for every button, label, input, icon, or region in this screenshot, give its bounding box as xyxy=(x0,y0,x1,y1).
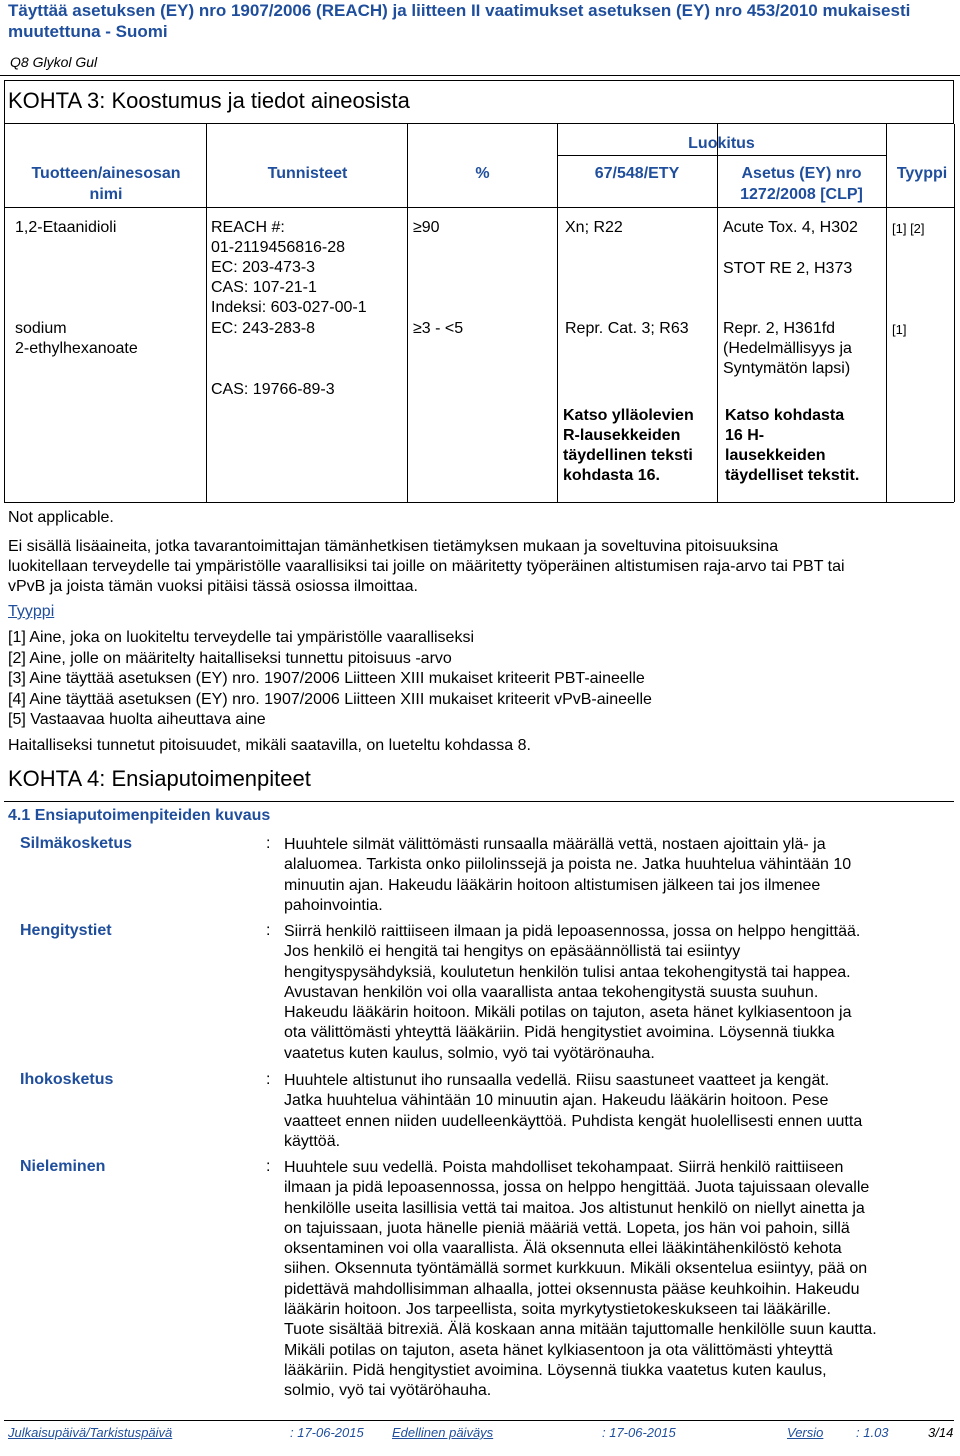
type-legend-item: [3] Aine täyttää asetuksen (EY) nro. 1907/2006 Liitteen XIII mukaiset kriteerit PBT-aineelle xyxy=(8,670,645,687)
first-aid-label-ingestion: Nieleminen xyxy=(20,1158,106,1175)
substance-identifiers: CAS: 19766-89-3 xyxy=(211,381,335,398)
type-legend xyxy=(8,628,958,731)
first-aid-label-inhalation: Hengitystiet xyxy=(20,922,112,939)
column-header-type: Tyyppi xyxy=(896,165,948,182)
type-legend-item: [5] Vastaavaa huolta aiheuttava aine xyxy=(8,711,266,728)
product-name: Q8 Glykol Gul xyxy=(10,54,98,70)
document-title-line-2: muutettuna - Suomi xyxy=(8,22,168,41)
footer-version-label: Versio xyxy=(787,1425,824,1440)
type-legend-item: [2] Aine, jolle on määritelty haitalliseksi tunnettu pitoisuus -arvo xyxy=(8,649,452,667)
column-header-name: Tuotteen/ainesosan nimi xyxy=(31,165,181,203)
first-aid-label-skin: Ihokosketus xyxy=(20,1071,114,1088)
footer-divider xyxy=(4,1420,954,1421)
additional-ingredients-paragraph: Ei sisällä lisäaineita, jotka tavarantoimittajan tämänhetkisen tietämyksen mukaan ja soveltuvina pitoisuuksina luokitellaan terveydelle tai ympäristölle vaarallisiksi tai joille on määritetty työperäinen altistumisen raja-arvo tai PBT tai vPvB ja joista tämän vuoksi pitäisi tässä osiossa ilmoittaa. xyxy=(8,538,845,595)
substance-percent: ≥3 - <5 xyxy=(413,320,464,337)
footer-publication-label: Julkaisupäivä/Tarkistuspäivä xyxy=(8,1425,173,1440)
substance-type: [1] [2] xyxy=(892,221,925,236)
column-header-classification: Luokitus xyxy=(688,135,755,152)
first-aid-text-skin: Huuhtele altistunut iho runsaalla vedellä. Riisu saastuneet vaatteet ja kengät. Jatka huuhtelua vähintään 10 minuutin ajan. Hakeudu lääkärin hoitoon. Pese vaatteet ennen niiden uudelleenkäyttöä. Puhdista kengät huolellisesti ennen uutta käyttöä. xyxy=(284,1072,863,1150)
column-header-clp: Asetus (EY) nro 1272/2008 [CLP] xyxy=(740,165,863,203)
footer-previous-date: : 17-06-2015 xyxy=(602,1425,676,1440)
footer-page-number: 3/14 xyxy=(928,1425,954,1440)
substance-percent: ≥90 xyxy=(413,219,440,236)
substance-clp-class: Repr. 2, H361fd (Hedelmällisyys ja Syntymätön lapsi) xyxy=(723,320,852,377)
substance-name: sodium 2-ethylhexanoate xyxy=(15,320,138,357)
classification-divider xyxy=(557,155,886,156)
substance-name: 1,2-Etaanidioli xyxy=(15,219,117,236)
column-header-percent: % xyxy=(475,165,490,182)
type-legend-item: [1] Aine, joka on luokiteltu terveydelle tai ympäristölle vaaralliseksi xyxy=(8,629,475,646)
footer-version-value: : 1.03 xyxy=(856,1425,889,1440)
colon: : xyxy=(266,1158,271,1175)
eec-note: Katso ylläolevien R-lausekkeiden täydellinen teksti kohdasta 16. xyxy=(563,407,694,484)
table-border-left xyxy=(4,124,5,502)
document-title-line-1: Täyttää asetuksen (EY) nro 1907/2006 (REACH) ja liitteen II vaatimukset asetuksen (EY) nro 453/2010 mukaisesti xyxy=(8,1,911,20)
colon: : xyxy=(266,922,271,939)
column-header-eec: 67/548/ETY xyxy=(594,165,680,182)
table-divider xyxy=(206,124,207,502)
clp-note: Katso kohdasta 16 H- lausekkeiden täydelliset tekstit. xyxy=(725,407,860,484)
substance-identifiers: EC: 243-283-8 xyxy=(211,320,316,337)
document-title xyxy=(8,0,958,42)
first-aid-label-eye: Silmäkosketus xyxy=(20,835,133,852)
substance-type: [1] xyxy=(892,322,907,337)
table-divider xyxy=(407,124,408,502)
footer-publication-date: : 17-06-2015 xyxy=(290,1425,364,1440)
header-divider xyxy=(0,75,960,76)
table-header-divider xyxy=(4,207,954,208)
substance-eec-class: Repr. Cat. 3; R63 xyxy=(565,320,689,337)
first-aid-text-ingestion: Huuhtele suu vedellä. Poista mahdolliset tekohampaat. Siirrä henkilö raittiiseen ilmaan ja pidä lepoasennossa, jossa on helppo hengittää. Juota tajuissaan olevalle henkilölle useita lasillisia vettä tai maitoa. Jos altistunut henkilö on niellyt ainetta ja on tajuissaan, juota hänelle pieniä määriä vettä. Lopeta, jos hän voi pahoin, sillä oksentaminen voi olla vaarallista. Älä oksennuta ellei lääkintähenkilöstö kehota siihen. Oksennuta työntämällä sormet kurkkuun. Mikäli oksentelua esiintyy, pää on pidettävä mahdollisimman alhaalla, jottei oksennusta pääse keuhkoihin. Hakeudu lääkärin hoitoon. Jos tarpeellista, soita myrkytystietokeskukseen tai lääkärille. Tuote sisältää bitrexiä. Älä koskaan anna mitään tajuttomalle henkilölle suun kautta. Mikäli potilas on tajuton, aseta hänet kylkiasentoon ja ota välittömästi yhteyttä lääkäriin. Pidä hengitystiet avoimina. Löysennä tiukka vaatetus kuten kaulus, solmio, vyö tai vyötäröhauha. xyxy=(284,1159,877,1400)
colon: : xyxy=(266,835,271,852)
substance-eec-class: Xn; R22 xyxy=(565,219,623,236)
type-heading: Tyyppi xyxy=(8,603,55,620)
section4-subtitle: 4.1 Ensiaputoimenpiteiden kuvaus xyxy=(8,807,271,824)
first-aid-text-inhalation: Siirrä henkilö raittiiseen ilmaan ja pidä lepoasennossa, jossa on helppo hengittää. Jos henkilö ei hengitä tai hengitys on epäsäännöllistä tai esiintyy hengityspysähdyksiä, koulutetun henkilön tulisi antaa tekohengitystä tai happea. Avustavan henkilön voi olla vaarallista antaa tekohengitystä suusta suuhun. Hakeudu lääkärin hoitoon. Mikäli potilas on tajuton, aseta hänet kylkiasentoon ja ota välittömästi yhteyttä lääkäriin. Pidä hengitystiet avoimina. Löysennä tiukka vaatetus kuten kaulus, solmio, vyö tai vyötärönauha. xyxy=(284,923,861,1062)
substance-clp-class: Acute Tox. 4, H302 xyxy=(723,219,858,236)
section3-title: KOHTA 3: Koostumus ja tiedot aineosista xyxy=(8,88,410,113)
section4-divider xyxy=(4,801,954,802)
not-applicable-text: Not applicable. xyxy=(8,509,114,526)
colon: : xyxy=(266,1071,271,1088)
table-bottom-border xyxy=(4,502,954,503)
first-aid-text-eye: Huuhtele silmät välittömästi runsaalla määrällä vettä, nostaen ajoittain ylä- ja alaluomea. Tarkista onko piilolinssejä ja poista ne. Jatka huuhtelua vähintään 10 minuutin ajan. Hakeudu lääkärin hoitoon altistumisen jälkeen tai jos ilmenee pahoinvointia. xyxy=(284,836,852,914)
type-legend-item: [4] Aine täyttää asetuksen (EY) nro. 1907/2006 Liitteen XIII mukaiset kriteerit vPvB-aineelle xyxy=(8,690,652,708)
column-header-identifiers: Tunnisteet xyxy=(267,165,348,182)
substance-clp-class: STOT RE 2, H373 xyxy=(723,260,853,277)
footer-previous-label: Edellinen päiväys xyxy=(392,1425,494,1440)
substance-identifiers: REACH #: 01-2119456816-28 EC: 203-473-3 CAS: 107-21-1 Indeksi: 603-027-00-1 xyxy=(211,219,367,316)
exposure-note: Haitalliseksi tunnetut pitoisuudet, mikäli saatavilla, on lueteltu kohdassa 8. xyxy=(8,737,531,754)
section4-title: KOHTA 4: Ensiaputoimenpiteet xyxy=(8,766,311,791)
